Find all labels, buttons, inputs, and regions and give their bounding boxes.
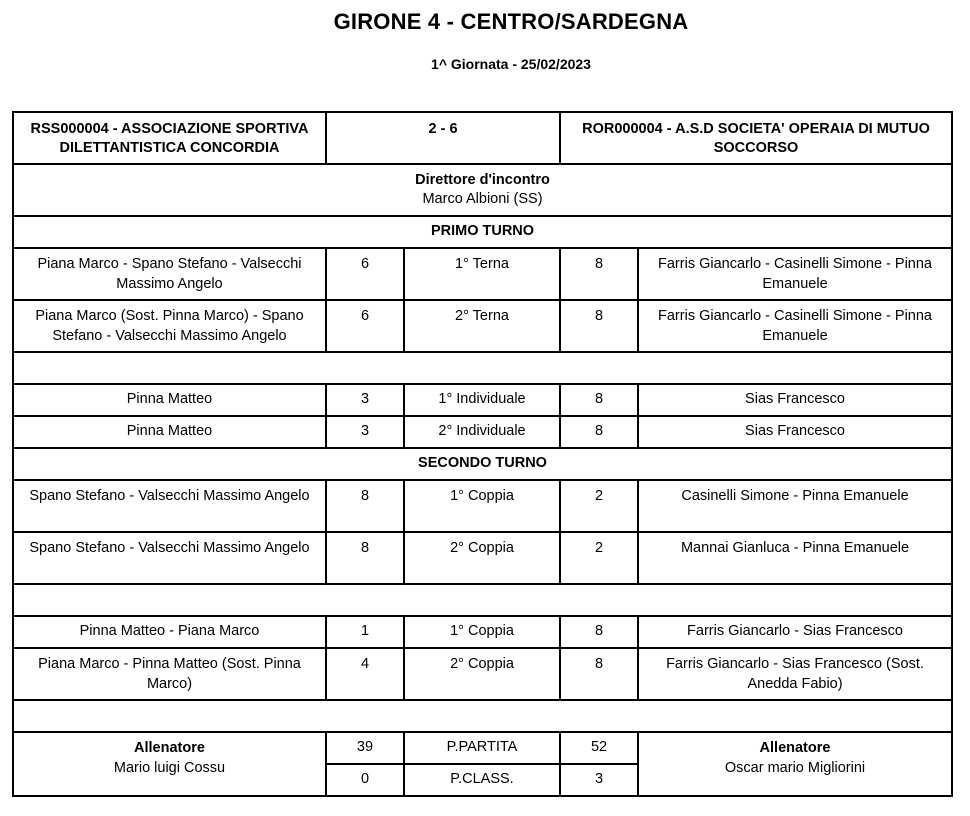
director-cell: [13, 164, 952, 216]
spacer-cell: [13, 584, 952, 616]
away-points: 8: [560, 648, 638, 700]
away-points: 8: [560, 416, 638, 448]
away-players: Farris Giancarlo - Casinelli Simone - Pinna Emanuele: [638, 300, 952, 352]
final-score: 2 - 6: [326, 112, 560, 164]
spacer-cell: [13, 352, 952, 384]
table-row: [13, 384, 952, 416]
director-label: Direttore d'incontro: [415, 171, 550, 188]
home-team-name: RSS000004 - ASSOCIAZIONE SPORTIVA DILETTANTISTICA CONCORDIA: [13, 112, 326, 164]
home-points: 4: [326, 648, 404, 700]
match-points-label: P.PARTITA: [404, 732, 560, 764]
away-points: 8: [560, 616, 638, 648]
match-report-table: [12, 111, 953, 797]
home-coach-cell: [13, 732, 326, 796]
home-standing-points: 0: [326, 764, 404, 796]
event-name: 2° Coppia: [404, 532, 560, 584]
away-points: 2: [560, 532, 638, 584]
home-points: 6: [326, 300, 404, 352]
away-players: Mannai Gianluca - Pinna Emanuele: [638, 532, 952, 584]
home-players: Pinna Matteo: [13, 384, 326, 416]
home-players: Piana Marco (Sost. Pinna Marco) - Spano Stefano - Valsecchi Massimo Angelo: [13, 300, 326, 352]
table-row: [13, 532, 952, 584]
away-standing-points: 3: [560, 764, 638, 796]
home-coach-name: Mario luigi Cossu: [113, 759, 226, 776]
table-row: [13, 616, 952, 648]
page-title: GIRONE 4 - CENTRO/SARDEGNA: [333, 9, 689, 34]
away-match-points: 52: [560, 732, 638, 764]
away-players: Farris Giancarlo - Sias Francesco: [638, 616, 952, 648]
event-name: 1° Coppia: [404, 480, 560, 532]
home-players: Pinna Matteo - Piana Marco: [13, 616, 326, 648]
away-team-name: ROR000004 - A.S.D SOCIETA' OPERAIA DI MUTUO SOCCORSO: [560, 112, 952, 164]
home-points: 3: [326, 384, 404, 416]
match-date: 1^ Giornata - 25/02/2023: [431, 56, 591, 72]
event-name: 1° Individuale: [404, 384, 560, 416]
table-row: [13, 480, 952, 532]
spacer-cell: [13, 700, 952, 732]
director-row: [13, 164, 952, 216]
table-row: [13, 416, 952, 448]
home-points: 1: [326, 616, 404, 648]
home-players: Piana Marco - Pinna Matteo (Sost. Pinna Marco): [13, 648, 326, 700]
away-players: Casinelli Simone - Pinna Emanuele: [638, 480, 952, 532]
table-row: [13, 300, 952, 352]
spacer-row: [13, 584, 952, 616]
event-name: 2° Individuale: [404, 416, 560, 448]
director-name: Marco Albioni (SS): [422, 191, 543, 207]
home-points: 6: [326, 248, 404, 300]
home-players: Spano Stefano - Valsecchi Massimo Angelo: [13, 532, 326, 584]
spacer-row: [13, 700, 952, 732]
section-primo-turno: PRIMO TURNO: [13, 216, 952, 248]
away-points: 8: [560, 248, 638, 300]
section-row: [13, 448, 952, 480]
home-points: 3: [326, 416, 404, 448]
event-name: 1° Coppia: [404, 616, 560, 648]
teams-header-row: [13, 112, 952, 164]
away-points: 2: [560, 480, 638, 532]
table-row: [13, 248, 952, 300]
home-players: Spano Stefano - Valsecchi Massimo Angelo: [13, 480, 326, 532]
away-points: 8: [560, 300, 638, 352]
home-coach-label: Allenatore: [134, 740, 205, 756]
standing-points-label: P.CLASS.: [404, 764, 560, 796]
away-players: Farris Giancarlo - Casinelli Simone - Pinna Emanuele: [638, 248, 952, 300]
home-points: 8: [326, 480, 404, 532]
home-players: Pinna Matteo: [13, 416, 326, 448]
home-points: 8: [326, 532, 404, 584]
event-name: 2° Coppia: [404, 648, 560, 700]
away-players: Farris Giancarlo - Sias Francesco (Sost. Anedda Fabio): [638, 648, 952, 700]
away-players: Sias Francesco: [638, 384, 952, 416]
table-row: [13, 648, 952, 700]
home-match-points: 39: [326, 732, 404, 764]
away-points: 8: [560, 384, 638, 416]
home-players: Piana Marco - Spano Stefano - Valsecchi Massimo Angelo: [13, 248, 326, 300]
section-row: [13, 216, 952, 248]
spacer-row: [13, 352, 952, 384]
away-players: Sias Francesco: [638, 416, 952, 448]
away-coach-name: Oscar mario Migliorini: [724, 759, 866, 776]
away-coach-cell: [638, 732, 952, 796]
away-coach-label: Allenatore: [759, 740, 831, 756]
event-name: 1° Terna: [404, 248, 560, 300]
section-secondo-turno: SECONDO TURNO: [13, 448, 952, 480]
footer-row-partita: [13, 732, 952, 764]
event-name: 2° Terna: [404, 300, 560, 352]
